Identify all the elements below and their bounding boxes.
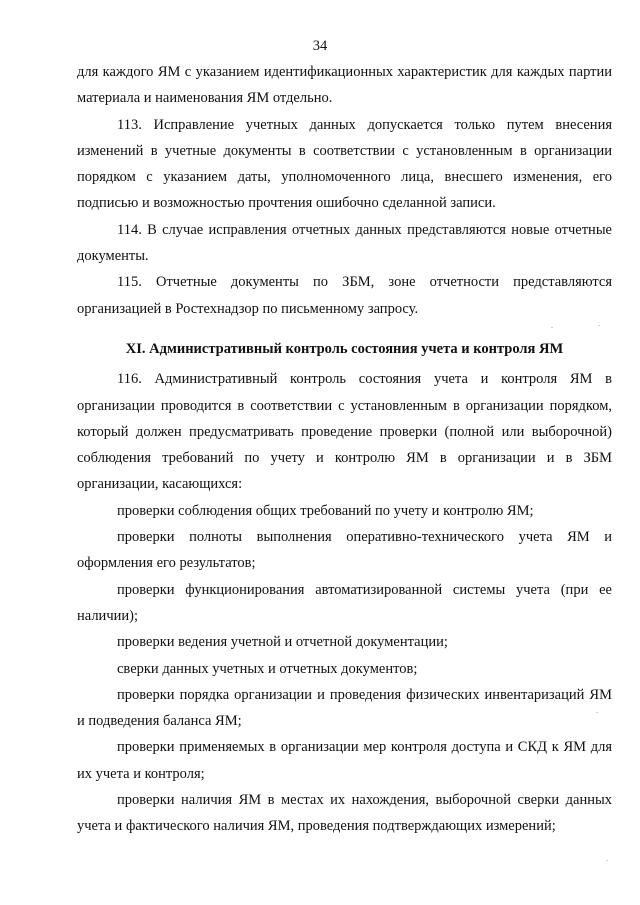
scan-speck — [551, 327, 553, 328]
paragraph-113: 113. Исправление учетных данных допускается только путем внесения изменений в учетные документы в соответствии с установленным в организации порядком с указанием даты, уполномоченного лица, внесшего изменения, его подписью и возможностью прочтения ошибочно сделанной записи. — [77, 116, 612, 212]
paragraph-continuation: для каждого ЯМ с указанием идентификационных характеристик для каждых партии материала и наименования ЯМ отдельно. — [77, 64, 612, 107]
page-number: 34 — [312, 38, 328, 54]
list-item-documentation: проверки ведения учетной и отчетной документации; — [117, 634, 448, 651]
scan-speck — [606, 860, 608, 861]
list-item-access-control: проверки применяемых в организации мер контроля доступа и СКД к ЯМ для их учета и контроля; — [77, 739, 612, 782]
paragraph-114: 114. В случае исправления отчетных данных представляются новые отчетные документы. — [77, 221, 612, 265]
section-heading: XI. Административный контроль состояния учета и контроля ЯМ — [125, 340, 564, 357]
paragraph-115: 115. Отчетные документы по ЗБМ, зоне отчетности представляются организацией в Ростехнадзор по письменному запросу. — [77, 274, 612, 317]
list-item-automated-system: проверки функционирования автоматизированной системы учета (при ее наличии); — [77, 581, 612, 624]
list-item-operational-accounting: проверки полноты выполнения оперативно-технического учета ЯМ и оформления его результатов; — [77, 529, 612, 572]
list-item-presence-check: проверки наличия ЯМ в местах их нахождения, выборочной сверки данных учета и фактического наличия ЯМ, проведения подтверждающих измерений; — [77, 792, 612, 835]
list-item-inventory: проверки порядка организации и проведения физических инвентаризаций ЯМ и подведения баланса ЯМ; — [77, 686, 612, 730]
scan-speck — [598, 325, 600, 326]
document-body — [77, 59, 612, 840]
scan-speck — [596, 712, 598, 713]
list-item-general-requirements: проверки соблюдения общих требований по учету и контролю ЯМ; — [117, 502, 534, 519]
paragraph-116: 116. Административный контроль состояния учета и контроля ЯМ в организации проводится в соответствии с установленным в организации порядком, который должен предусматривать проведение проверки (полной или выборочной) соблюдения требований по учету и контролю ЯМ в организации и в ЗБМ организации, касающихся: — [77, 371, 612, 493]
list-item-reconciliation: сверки данных учетных и отчетных документов; — [117, 660, 418, 677]
